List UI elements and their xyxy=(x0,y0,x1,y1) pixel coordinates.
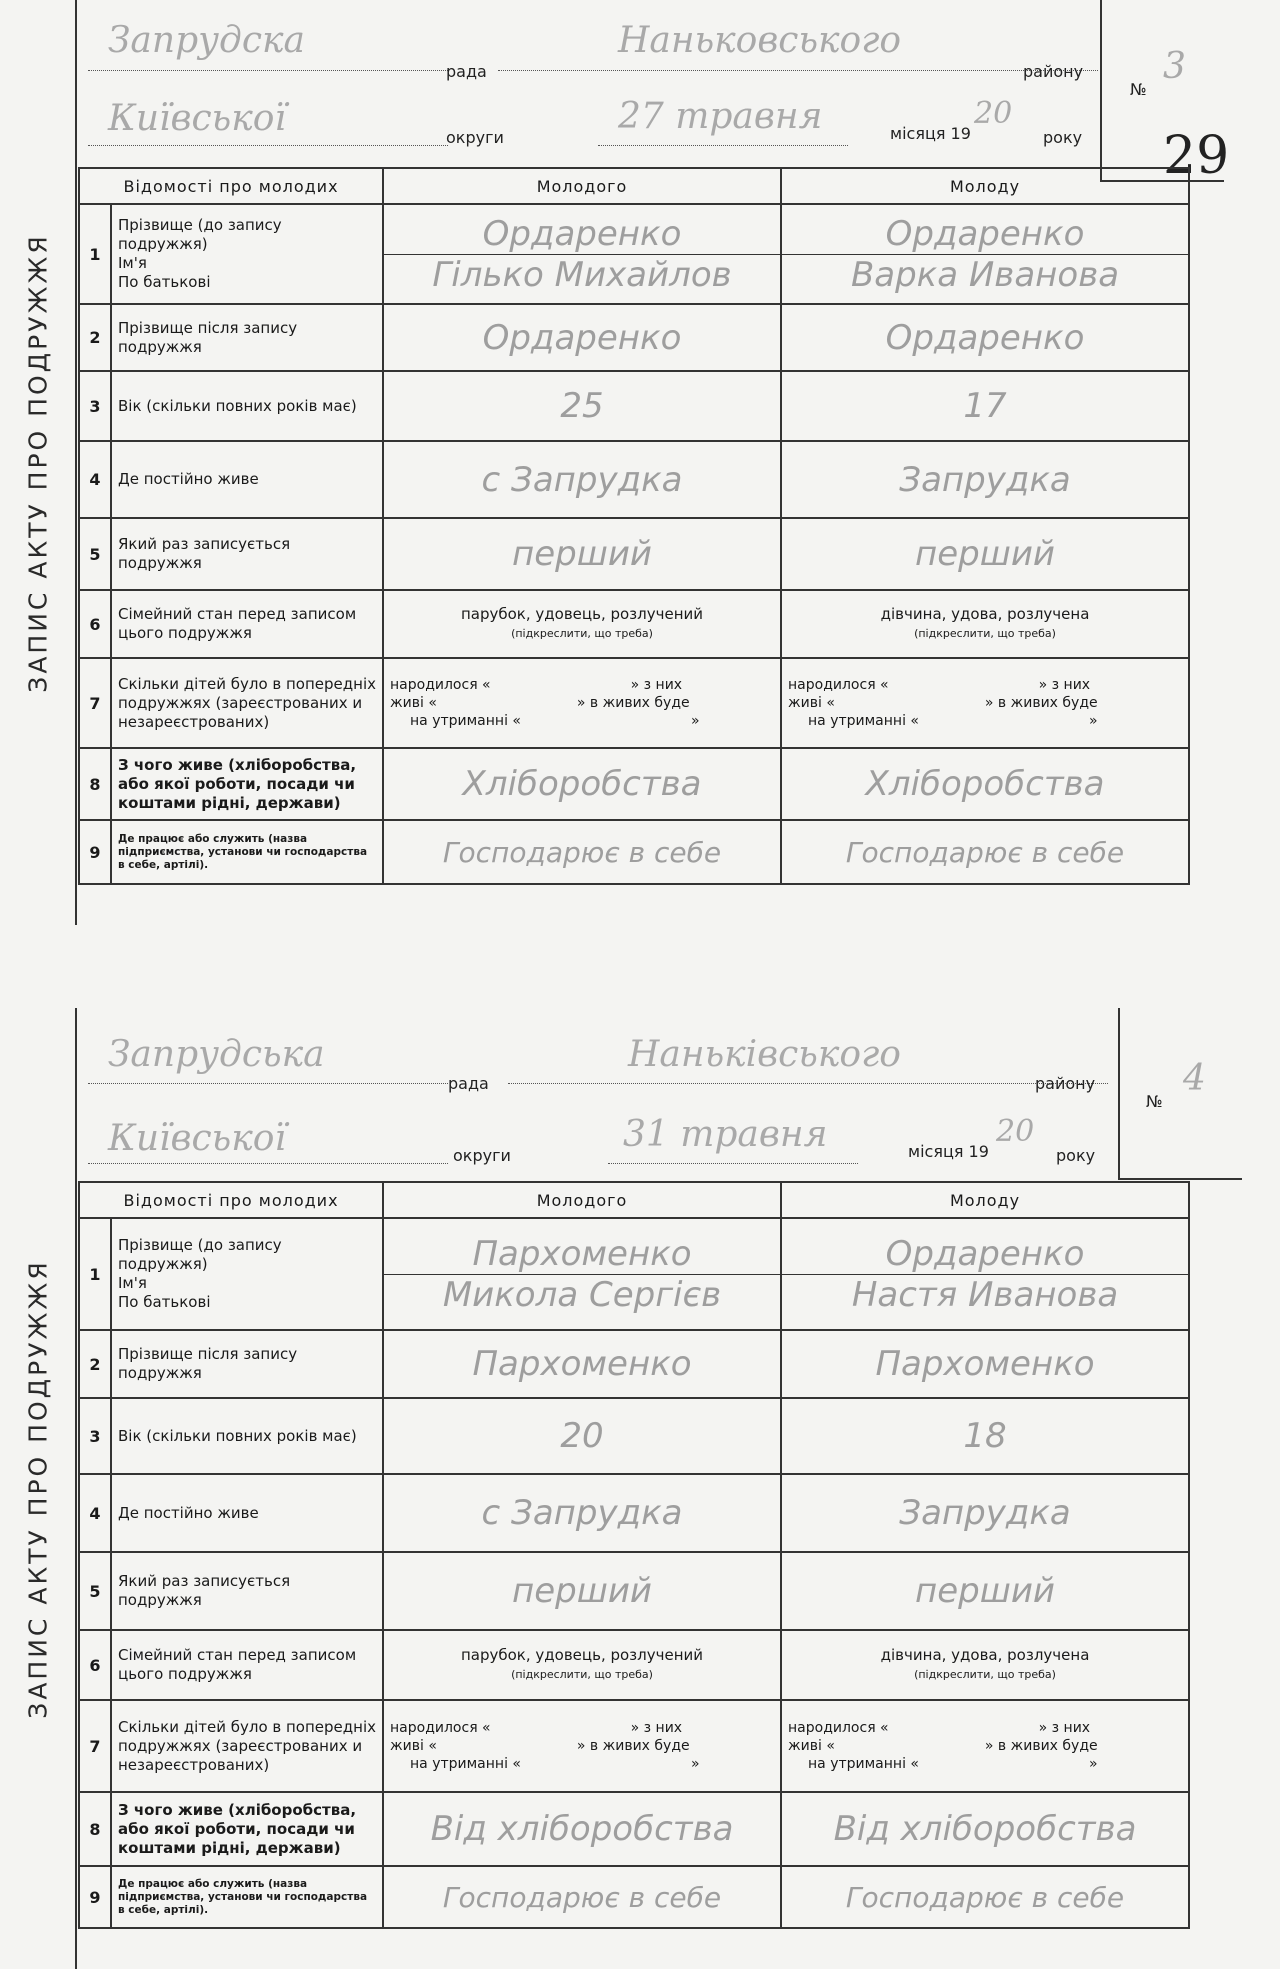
number-label: № xyxy=(1130,80,1147,99)
table-row xyxy=(79,748,1189,820)
col-bride: Молоду xyxy=(781,1182,1189,1218)
okrug-label: округи xyxy=(453,1146,511,1165)
bride-status-cell xyxy=(781,1630,1189,1700)
groom-value: перший xyxy=(383,518,781,590)
row-number: 4 xyxy=(79,441,111,518)
okrug-value: Київської xyxy=(108,98,286,139)
bride-surname: Ордаренко xyxy=(782,214,1188,255)
kids-will-be: » в живих буде xyxy=(984,695,1098,711)
number-label: № xyxy=(1146,1092,1163,1111)
groom-status: парубок, удовець, розлучений xyxy=(460,1646,704,1664)
row-number: 5 xyxy=(79,518,111,590)
groom-status-hint: (підкреслити, що треба) xyxy=(511,1668,653,1681)
kids-close: » xyxy=(690,1756,700,1772)
bride-status-cell xyxy=(781,590,1189,658)
bride-value: Хліборобства xyxy=(781,748,1189,820)
kids-will-be: » в живих буде xyxy=(576,695,690,711)
row-question: Вік (скільки повних років має) xyxy=(111,371,383,441)
kids-born: народилося « xyxy=(390,1720,491,1736)
groom-value: с Запрудка xyxy=(383,441,781,518)
bride-kids-cell xyxy=(781,1700,1189,1792)
bride-kids-cell xyxy=(781,658,1189,748)
row-number: 2 xyxy=(79,1330,111,1398)
bride-surname: Ордаренко xyxy=(782,1234,1188,1275)
table-row xyxy=(79,204,1189,304)
col-info: Відомості про молодих xyxy=(79,1182,383,1218)
row-question: З чого живе (хліборобства, або якої роботи, посади чи коштами рідні, держави) xyxy=(111,748,383,820)
row-number: 9 xyxy=(79,820,111,884)
table-row xyxy=(79,590,1189,658)
kids-supported: на утриманні « xyxy=(410,1756,521,1772)
row-number: 7 xyxy=(79,658,111,748)
row-question: З чого живе (хліборобства, або якої роботи, посади чи коштами рідні, держави) xyxy=(111,1792,383,1866)
record-table xyxy=(78,167,1190,885)
row-question: Який раз записується подружжя xyxy=(111,518,383,590)
side-title-text: ЗАПИС АКТУ ПРО ПОДРУЖЖЯ xyxy=(23,1258,52,1719)
table-row xyxy=(79,1552,1189,1630)
raion-value: Наньковського xyxy=(618,20,902,61)
groom-name: Гілько Михайлов xyxy=(432,254,732,295)
row-number: 7 xyxy=(79,1700,111,1792)
raion-label: району xyxy=(1035,1074,1096,1093)
kids-of-them: » з них xyxy=(1038,677,1091,693)
row-question: Прізвище (до запису подружжя) Ім'я По батькові xyxy=(111,1218,383,1330)
bride-name-cell xyxy=(781,204,1189,304)
groom-value: Від хліборобства xyxy=(383,1792,781,1866)
bride-value: Запрудка xyxy=(781,441,1189,518)
kids-will-be: » в живих буде xyxy=(984,1738,1098,1754)
row-number: 6 xyxy=(79,590,111,658)
row-question: Вік (скільки повних років має) xyxy=(111,1398,383,1474)
bride-name: Настя Иванова xyxy=(851,1274,1119,1315)
row-number: 1 xyxy=(79,1218,111,1330)
groom-value: Господарює в себе xyxy=(383,820,781,884)
year-label: року xyxy=(1043,128,1083,147)
groom-value: 25 xyxy=(383,371,781,441)
groom-value: Хліборобства xyxy=(383,748,781,820)
col-groom: Молодого xyxy=(383,168,781,204)
kids-alive: живі « xyxy=(788,1738,835,1754)
kids-close: » xyxy=(1088,1756,1098,1772)
bride-value: Від хліборобства xyxy=(781,1792,1189,1866)
row-number: 6 xyxy=(79,1630,111,1700)
kids-of-them: » з них xyxy=(630,677,683,693)
table-row xyxy=(79,441,1189,518)
groom-value: 20 xyxy=(383,1398,781,1474)
groom-kids-cell xyxy=(383,1700,781,1792)
okrug-value: Київської xyxy=(108,1118,286,1159)
table-row xyxy=(79,820,1189,884)
number-value: 4 xyxy=(1183,1058,1206,1099)
groom-name-cell xyxy=(383,204,781,304)
bride-status: дівчина, удова, розлучена xyxy=(880,1646,1090,1664)
record-header xyxy=(78,1008,1206,1188)
okrug-label: округи xyxy=(446,128,504,147)
kids-alive: живі « xyxy=(390,1738,437,1754)
rada-value: Запрудска xyxy=(108,20,305,61)
row-number: 8 xyxy=(79,748,111,820)
bride-status-hint: (підкреслити, що треба) xyxy=(914,1668,1056,1681)
groom-value: Господарює в себе xyxy=(383,1866,781,1928)
groom-kids-cell xyxy=(383,658,781,748)
date-value: 31 травня xyxy=(623,1114,828,1155)
bride-value: Запрудка xyxy=(781,1474,1189,1552)
bride-value: Господарює в себе xyxy=(781,1866,1189,1928)
bride-status-hint: (підкреслити, що треба) xyxy=(914,627,1056,640)
kids-of-them: » з них xyxy=(630,1720,683,1736)
raion-label: району xyxy=(1023,62,1084,81)
kids-supported: на утриманні « xyxy=(410,713,521,729)
kids-alive: живі « xyxy=(788,695,835,711)
table-row xyxy=(79,658,1189,748)
table-row xyxy=(79,1474,1189,1552)
bride-value: 17 xyxy=(781,371,1189,441)
rada-label: рада xyxy=(448,1074,489,1093)
kids-supported: на утриманні « xyxy=(808,713,919,729)
row-question: Де постійно живе xyxy=(111,441,383,518)
kids-alive: живі « xyxy=(390,695,437,711)
row-number: 1 xyxy=(79,204,111,304)
row-number: 3 xyxy=(79,371,111,441)
table-row xyxy=(79,518,1189,590)
table-row xyxy=(79,304,1189,371)
groom-status: парубок, удовець, розлучений xyxy=(460,605,704,623)
row-number: 3 xyxy=(79,1398,111,1474)
table-row xyxy=(79,1330,1189,1398)
bride-value: перший xyxy=(781,518,1189,590)
col-bride: Молоду xyxy=(781,168,1189,204)
groom-status-cell xyxy=(383,590,781,658)
table-row xyxy=(79,1866,1189,1928)
table-row xyxy=(79,371,1189,441)
kids-close: » xyxy=(690,713,700,729)
month-label: місяця 19 xyxy=(908,1142,989,1161)
groom-name-cell xyxy=(383,1218,781,1330)
groom-status-hint: (підкреслити, що треба) xyxy=(511,627,653,640)
row-question: Який раз записується подружжя xyxy=(111,1552,383,1630)
row-question: Прізвище після запису подружжя xyxy=(111,304,383,371)
side-title-text: ЗАПИС АКТУ ПРО ПОДРУЖЖЯ xyxy=(23,232,52,693)
year-label: року xyxy=(1056,1146,1096,1165)
kids-close: » xyxy=(1088,713,1098,729)
row-number: 8 xyxy=(79,1792,111,1866)
rada-label: рада xyxy=(446,62,487,81)
table-row xyxy=(79,1700,1189,1792)
bride-name-cell xyxy=(781,1218,1189,1330)
bride-name: Варка Иванова xyxy=(850,254,1120,295)
bride-value: Ордаренко xyxy=(781,304,1189,371)
year-suffix: 20 xyxy=(974,96,1013,131)
groom-value: Ордаренко xyxy=(383,304,781,371)
number-value: 3 xyxy=(1163,46,1186,87)
row-question: Скільки дітей було в попередніх подружжях (зареєстрованих и незареєстрованих) xyxy=(111,1700,383,1792)
groom-status-cell xyxy=(383,1630,781,1700)
table-row xyxy=(79,1630,1189,1700)
groom-value: с Запрудка xyxy=(383,1474,781,1552)
row-number: 9 xyxy=(79,1866,111,1928)
kids-born: народилося « xyxy=(788,1720,889,1736)
row-question: Сімейний стан перед записом цього подружжя xyxy=(111,590,383,658)
side-title xyxy=(0,0,77,925)
kids-born: народилося « xyxy=(788,677,889,693)
raion-value: Наньківського xyxy=(628,1034,901,1075)
bride-value: перший xyxy=(781,1552,1189,1630)
bride-value: Пархоменко xyxy=(781,1330,1189,1398)
row-question: Де працює або служить (назва підприємства, установи чи господарства в себе, артілі). xyxy=(111,820,383,884)
rada-value: Запрудська xyxy=(108,1034,325,1075)
year-suffix: 20 xyxy=(996,1114,1035,1149)
groom-value: перший xyxy=(383,1552,781,1630)
row-question: Прізвище після запису подружжя xyxy=(111,1330,383,1398)
bride-value: 18 xyxy=(781,1398,1189,1474)
kids-born: народилося « xyxy=(390,677,491,693)
row-question: Скільки дітей було в попередніх подружжях (зареєстрованих и незареєстрованих) xyxy=(111,658,383,748)
kids-supported: на утриманні « xyxy=(808,1756,919,1772)
row-number: 2 xyxy=(79,304,111,371)
marriage-record-4 xyxy=(0,1008,1206,1969)
marriage-record-3 xyxy=(0,0,1230,925)
row-question: Де постійно живе xyxy=(111,1474,383,1552)
row-question: Де працює або служить (назва підприємства, установи чи господарства в себе, артілі). xyxy=(111,1866,383,1928)
record-table xyxy=(78,1181,1190,1929)
row-question: Сімейний стан перед записом цього подружжя xyxy=(111,1630,383,1700)
date-value: 27 травня xyxy=(618,96,823,137)
kids-of-them: » з них xyxy=(1038,1720,1091,1736)
extra-mark: 29 xyxy=(1163,126,1230,186)
groom-surname: Пархоменко xyxy=(384,1234,780,1275)
col-groom: Молодого xyxy=(383,1182,781,1218)
groom-name: Микола Сергієв xyxy=(442,1274,722,1315)
kids-will-be: » в живих буде xyxy=(576,1738,690,1754)
bride-value: Господарює в себе xyxy=(781,820,1189,884)
row-number: 5 xyxy=(79,1552,111,1630)
groom-surname: Ордаренко xyxy=(384,214,780,255)
groom-value: Пархоменко xyxy=(383,1330,781,1398)
col-info: Відомості про молодих xyxy=(79,168,383,204)
row-question: Прізвище (до запису подружжя) Ім'я По батькові xyxy=(111,204,383,304)
side-title xyxy=(0,1008,77,1969)
month-label: місяця 19 xyxy=(890,124,971,143)
table-row xyxy=(79,1792,1189,1866)
bride-status: дівчина, удова, розлучена xyxy=(880,605,1090,623)
row-number: 4 xyxy=(79,1474,111,1552)
table-row xyxy=(79,1218,1189,1330)
table-row xyxy=(79,1398,1189,1474)
